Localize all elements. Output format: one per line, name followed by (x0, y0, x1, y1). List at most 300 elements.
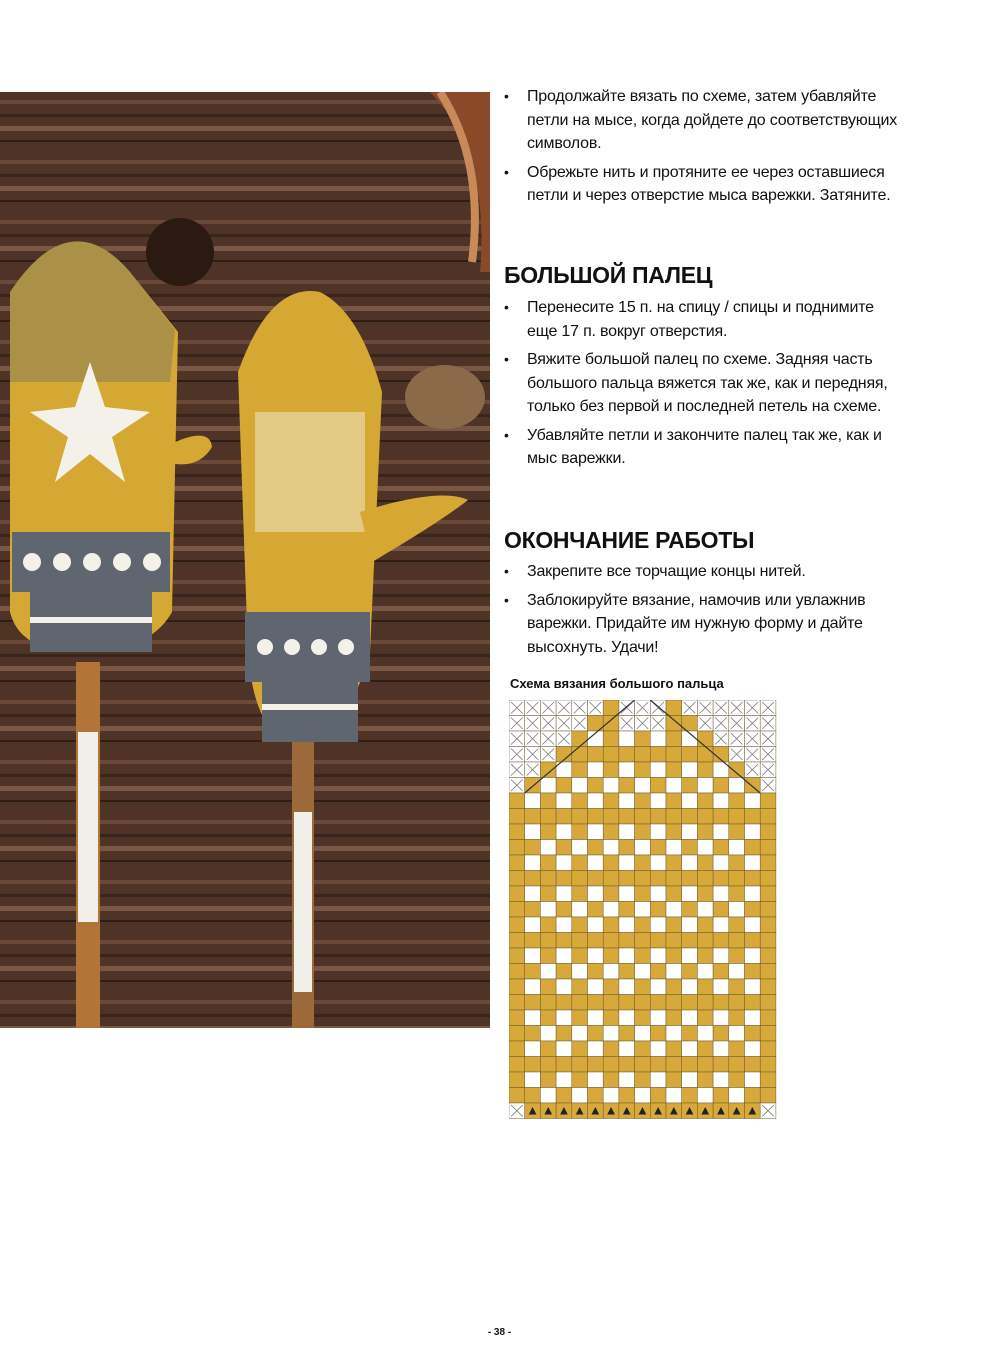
chart-cell (729, 964, 745, 980)
chart-cell (697, 979, 713, 995)
chart-cell (682, 747, 698, 763)
chart-cell (682, 995, 698, 1011)
chart-cell (666, 809, 682, 825)
chart-cell (603, 1026, 619, 1042)
chart-cell (666, 762, 682, 778)
chart-cell (760, 886, 776, 902)
chart-cell (572, 886, 588, 902)
chart-cell (540, 1057, 556, 1073)
chart-cell (572, 824, 588, 840)
chart-cell (572, 793, 588, 809)
chart-cell (572, 1010, 588, 1026)
chart-cell (509, 1057, 525, 1073)
chart-cell (682, 809, 698, 825)
chart-cell (540, 809, 556, 825)
chart-cell (509, 1041, 525, 1057)
chart-cell (572, 917, 588, 933)
chart-cell (650, 1010, 666, 1026)
chart-cell (666, 1041, 682, 1057)
chart-cell (525, 1072, 541, 1088)
chart-cell (635, 964, 651, 980)
thumb-section (504, 296, 899, 476)
chart-cell (525, 1041, 541, 1057)
chart-cell (619, 824, 635, 840)
chart-cell (509, 809, 525, 825)
chart-cell (635, 1057, 651, 1073)
chart-cell (682, 1057, 698, 1073)
chart-cell (572, 778, 588, 794)
chart-cell (682, 917, 698, 933)
list-item (504, 589, 899, 660)
chart-cell (588, 995, 604, 1011)
chart-cell (588, 855, 604, 871)
list-item (504, 85, 899, 156)
chart-cell (635, 979, 651, 995)
chart-cell (603, 1088, 619, 1104)
chart-cell (603, 731, 619, 747)
chart-cell (650, 809, 666, 825)
chart-cell (635, 933, 651, 949)
chart-cell (760, 824, 776, 840)
chart-cell (588, 840, 604, 856)
chart-cell (729, 793, 745, 809)
chart-cell (666, 855, 682, 871)
chart-cell (635, 948, 651, 964)
chart-cell (572, 1041, 588, 1057)
chart-cell (682, 855, 698, 871)
chart-cell (525, 917, 541, 933)
chart-cell (588, 809, 604, 825)
chart-cell (509, 917, 525, 933)
chart-cell (603, 824, 619, 840)
chart-cell (525, 933, 541, 949)
chart-cell (760, 917, 776, 933)
chart-cell (745, 995, 761, 1011)
chart-cell (588, 979, 604, 995)
chart-cell (682, 871, 698, 887)
chart-cell (509, 979, 525, 995)
chart-cell (509, 855, 525, 871)
chart-cell (588, 886, 604, 902)
chart-cell (619, 855, 635, 871)
chart-cell (556, 871, 572, 887)
chart-cell (713, 886, 729, 902)
chart-cell (509, 1072, 525, 1088)
chart-cell (556, 855, 572, 871)
bullet-text: Перенесите 15 п. на спицу / спицы и поднимите еще 17 п. вокруг отверстия. (527, 299, 874, 340)
chart-cell (697, 855, 713, 871)
chart-cell (572, 1072, 588, 1088)
chart-cell (556, 1026, 572, 1042)
chart-cell (572, 1057, 588, 1073)
chart-cell (572, 902, 588, 918)
chart-cell (509, 964, 525, 980)
chart-cell (745, 933, 761, 949)
chart-cell (635, 1026, 651, 1042)
bullet-icon: • (504, 351, 509, 367)
bullet-text: Вяжите большой палец по схеме. Задняя часть большого пальца вяжется так же, как и передняя, только без первой и последней петель на схеме. (527, 351, 888, 415)
chart-cell (745, 964, 761, 980)
chart-cell (666, 886, 682, 902)
chart-cell (729, 995, 745, 1011)
chart-cell (635, 902, 651, 918)
chart-cell (556, 840, 572, 856)
chart-cell (713, 793, 729, 809)
chart-cell (525, 1010, 541, 1026)
chart-cell (588, 762, 604, 778)
bullet-icon: • (504, 299, 509, 315)
chart-cell (540, 855, 556, 871)
chart-cell (697, 948, 713, 964)
bullet-text: Продолжайте вязать по схеме, затем убавляйте петли на мысе, когда дойдете до соответствующих символов. (527, 88, 898, 152)
chart-cell (697, 1088, 713, 1104)
chart-cell (619, 1088, 635, 1104)
chart-cell (619, 979, 635, 995)
chart-cell (572, 933, 588, 949)
chart-cell (588, 964, 604, 980)
chart-cell (635, 809, 651, 825)
chart-cell (525, 871, 541, 887)
chart-cell (745, 1010, 761, 1026)
chart-cell (525, 809, 541, 825)
chart-cell (713, 1072, 729, 1088)
chart-cell (745, 1041, 761, 1057)
chart-cell (556, 1088, 572, 1104)
chart-cell (588, 1026, 604, 1042)
chart-cell (509, 948, 525, 964)
chart-cell (603, 855, 619, 871)
knitting-chart (509, 700, 777, 1127)
chart-cell (666, 1010, 682, 1026)
chart-cell (650, 793, 666, 809)
chart-cell (697, 964, 713, 980)
chart-cell (666, 948, 682, 964)
chart-cell (650, 979, 666, 995)
chart-cell (760, 902, 776, 918)
knitting-chart-grid (509, 700, 777, 1122)
chart-cell (525, 855, 541, 871)
chart-cell (760, 979, 776, 995)
chart-cell (682, 840, 698, 856)
chart-cell (603, 778, 619, 794)
chart-cell (509, 886, 525, 902)
chart-cell (682, 1041, 698, 1057)
chart-cell (540, 917, 556, 933)
chart-cell (556, 778, 572, 794)
chart-cell (697, 778, 713, 794)
chart-cell (666, 964, 682, 980)
chart-cell (666, 824, 682, 840)
chart-cell (760, 871, 776, 887)
chart-cell (697, 824, 713, 840)
chart-cell (540, 964, 556, 980)
chart-cell (729, 886, 745, 902)
chart-cell (682, 902, 698, 918)
chart-cell (556, 917, 572, 933)
chart-cell (650, 871, 666, 887)
chart-cell (697, 809, 713, 825)
chart-cell (603, 995, 619, 1011)
chart-cell (729, 855, 745, 871)
chart-cell (760, 933, 776, 949)
chart-cell (682, 1072, 698, 1088)
chart-cell (682, 1026, 698, 1042)
chart-cell (697, 1041, 713, 1057)
chart-cell (525, 948, 541, 964)
chart-cell (635, 886, 651, 902)
chart-cell (729, 902, 745, 918)
chart-cell (603, 917, 619, 933)
chart-cell (556, 979, 572, 995)
chart-cell (619, 1010, 635, 1026)
chart-cell (729, 871, 745, 887)
chart-cell (760, 793, 776, 809)
chart-cell (619, 840, 635, 856)
chart-cell (540, 840, 556, 856)
chart-cell (619, 948, 635, 964)
chart-cell (509, 793, 525, 809)
chart-cell (588, 793, 604, 809)
chart-cell (729, 917, 745, 933)
chart-cell (603, 793, 619, 809)
chart-cell (572, 871, 588, 887)
chart-cell (713, 1026, 729, 1042)
chart-cell (556, 1072, 572, 1088)
chart-cell (682, 979, 698, 995)
chart-cell (745, 809, 761, 825)
list-item (504, 296, 899, 343)
chart-cell (650, 995, 666, 1011)
chart-cell (588, 1057, 604, 1073)
chart-cell (713, 995, 729, 1011)
chart-cell (588, 948, 604, 964)
chart-cell (713, 840, 729, 856)
chart-cell (635, 1088, 651, 1104)
chart-cell (697, 747, 713, 763)
chart-cell (650, 855, 666, 871)
chart-cell (603, 964, 619, 980)
chart-cell (556, 933, 572, 949)
chart-cell (635, 793, 651, 809)
chart-cell (729, 948, 745, 964)
chart-cell (572, 731, 588, 747)
chart-cell (635, 855, 651, 871)
chart-cell (666, 902, 682, 918)
chart-cell (713, 948, 729, 964)
chart-cell (540, 995, 556, 1011)
chart-cell (525, 886, 541, 902)
chart-cell (650, 824, 666, 840)
chart-cell (682, 964, 698, 980)
chart-cell (760, 995, 776, 1011)
chart-cell (635, 762, 651, 778)
chart-cell (525, 1057, 541, 1073)
chart-cell (619, 964, 635, 980)
chart-cell (729, 979, 745, 995)
chart-cell (760, 809, 776, 825)
chart-cell (509, 1010, 525, 1026)
chart-cell (540, 778, 556, 794)
chart-cell (572, 840, 588, 856)
chart-cell (713, 1041, 729, 1057)
chart-cell (540, 933, 556, 949)
chart-cell (713, 855, 729, 871)
bullet-icon: • (504, 88, 509, 104)
chart-cell (572, 747, 588, 763)
chart-cell (572, 809, 588, 825)
chart-cell (525, 793, 541, 809)
chart-cell (650, 840, 666, 856)
chart-cell (650, 778, 666, 794)
chart-cell (650, 1041, 666, 1057)
chart-cell (588, 933, 604, 949)
chart-cell (745, 855, 761, 871)
chart-cell (760, 1010, 776, 1026)
chart-cell (745, 886, 761, 902)
chart-cell (745, 793, 761, 809)
chart-cell (509, 1088, 525, 1104)
chart-cell (666, 1026, 682, 1042)
chart-cell (713, 809, 729, 825)
chart-cell (729, 809, 745, 825)
bullet-icon: • (504, 591, 509, 608)
chart-cell (713, 902, 729, 918)
chart-cell (572, 1026, 588, 1042)
chart-cell (713, 824, 729, 840)
chart-cell (509, 824, 525, 840)
chart-cell (729, 824, 745, 840)
chart-cell (635, 778, 651, 794)
section-heading-finish: ОКОНЧАНИЕ РАБОТЫ (504, 527, 755, 553)
chart-cell (650, 747, 666, 763)
chart-cell (635, 995, 651, 1011)
chart-cell (729, 840, 745, 856)
chart-cell (650, 902, 666, 918)
chart-cell (635, 731, 651, 747)
bullet-text: Обрежьте нить и протяните ее через оставшиеся петли и через отверстие мыса варежки. Затяните. (527, 163, 891, 204)
chart-cell (760, 1072, 776, 1088)
chart-cell (588, 824, 604, 840)
chart-cell (619, 886, 635, 902)
chart-cell (619, 1072, 635, 1088)
list-item (504, 424, 899, 471)
chart-cell (556, 902, 572, 918)
chart-cell (697, 1072, 713, 1088)
chart-cell (682, 1088, 698, 1104)
chart-cell (540, 871, 556, 887)
list-item (504, 348, 899, 419)
chart-cell (697, 933, 713, 949)
chart-cell (697, 1057, 713, 1073)
chart-cell (666, 747, 682, 763)
chart-cell (697, 731, 713, 747)
chart-cell (713, 871, 729, 887)
chart-cell (572, 995, 588, 1011)
chart-cell (666, 700, 682, 716)
chart-cell (540, 1072, 556, 1088)
chart-cell (556, 995, 572, 1011)
chart-cell (760, 1057, 776, 1073)
chart-cell (666, 871, 682, 887)
chart-cell (697, 871, 713, 887)
chart-cell (650, 1026, 666, 1042)
chart-cell (729, 762, 745, 778)
chart-cell (588, 1088, 604, 1104)
chart-cell (588, 1072, 604, 1088)
chart-cell (509, 840, 525, 856)
chart-cell (540, 1088, 556, 1104)
chart-cell (745, 948, 761, 964)
chart-cell (713, 1010, 729, 1026)
chart-cell (745, 1072, 761, 1088)
chart-cell (697, 1026, 713, 1042)
chart-cell (619, 871, 635, 887)
chart-cell (556, 948, 572, 964)
chart-cell (760, 948, 776, 964)
chart-cell (540, 793, 556, 809)
chart-cell (619, 762, 635, 778)
chart-cell (525, 840, 541, 856)
chart-cell (650, 762, 666, 778)
chart-cell (619, 778, 635, 794)
chart-cell (619, 995, 635, 1011)
chart-cell (697, 902, 713, 918)
chart-cell (697, 886, 713, 902)
chart-cell (635, 1041, 651, 1057)
chart-title: Схема вязания большого пальца (510, 676, 724, 691)
chart-cell (556, 886, 572, 902)
chart-cell (588, 1041, 604, 1057)
chart-cell (603, 716, 619, 732)
chart-cell (603, 871, 619, 887)
chart-cell (588, 902, 604, 918)
chart-cell (635, 917, 651, 933)
chart-cell (619, 917, 635, 933)
chart-cell (682, 886, 698, 902)
chart-cell (729, 933, 745, 949)
chart-cell (509, 933, 525, 949)
chart-cell (760, 1041, 776, 1057)
chart-cell (619, 809, 635, 825)
intro-section (504, 85, 899, 213)
chart-cell (572, 964, 588, 980)
chart-cell (540, 979, 556, 995)
chart-cell (666, 793, 682, 809)
chart-cell (745, 871, 761, 887)
chart-cell (540, 762, 556, 778)
chart-cell (603, 1041, 619, 1057)
chart-cell (619, 793, 635, 809)
chart-cell (666, 716, 682, 732)
chart-cell (603, 979, 619, 995)
chart-cell (572, 762, 588, 778)
chart-cell (713, 933, 729, 949)
chart-cell (650, 1072, 666, 1088)
chart-cell (650, 948, 666, 964)
chart-cell (745, 1088, 761, 1104)
chart-cell (540, 1041, 556, 1057)
chart-cell (619, 1026, 635, 1042)
chart-cell (556, 1041, 572, 1057)
chart-cell (603, 700, 619, 716)
chart-cell (509, 1026, 525, 1042)
chart-cell (760, 1088, 776, 1104)
chart-cell (650, 731, 666, 747)
chart-cell (666, 995, 682, 1011)
finish-section (504, 560, 899, 664)
chart-cell (713, 979, 729, 995)
chart-cell (760, 855, 776, 871)
